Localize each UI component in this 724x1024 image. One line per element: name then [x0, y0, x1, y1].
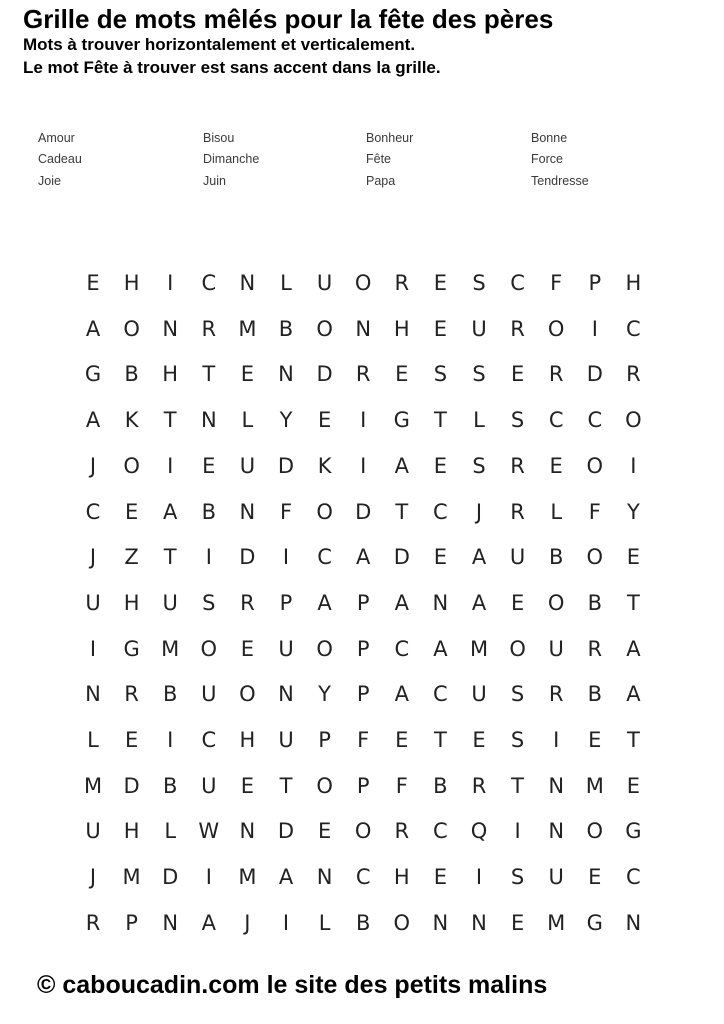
- grid-letter: M: [83, 773, 103, 798]
- grid-letter: R: [124, 682, 139, 707]
- grid-letter: A: [356, 545, 371, 570]
- grid-letter: H: [393, 316, 410, 341]
- grid-letter: C: [355, 865, 371, 890]
- grid-letter: R: [471, 773, 487, 798]
- grid-letter: O: [123, 316, 140, 341]
- grid-letter: G: [625, 819, 642, 844]
- grid-letter: I: [167, 453, 174, 478]
- grid-letter: O: [547, 590, 565, 615]
- grid-letter: I: [360, 453, 367, 478]
- grid-letter: I: [205, 545, 212, 570]
- grid-letter: C: [626, 865, 641, 890]
- grid-letter: R: [240, 590, 255, 615]
- grid-letter: R: [394, 819, 410, 844]
- grid-letter: G: [393, 408, 410, 433]
- grid-letter: A: [278, 865, 294, 890]
- grid-letter: T: [433, 728, 447, 752]
- grid-letter: S: [510, 865, 525, 890]
- grid-letter: D: [393, 545, 410, 570]
- grid-letter: A: [85, 408, 101, 433]
- grid-letter: T: [163, 545, 177, 570]
- grid-letter: F: [395, 773, 408, 798]
- grid-letter: U: [278, 728, 294, 752]
- grid-letter: A: [471, 590, 487, 615]
- grid-letter: N: [200, 408, 217, 433]
- grid-letter: A: [433, 636, 448, 661]
- grid-letter: P: [318, 728, 331, 752]
- grid-letter: O: [239, 682, 256, 707]
- instruction-line: Le mot Fête à trouver est sans accent dans la grille.: [23, 58, 441, 77]
- grid-letter: L: [280, 271, 292, 295]
- grid-letter: R: [201, 316, 217, 341]
- grid-letter: O: [316, 316, 333, 341]
- grid-letter: O: [354, 819, 372, 844]
- grid-letter: I: [89, 636, 97, 661]
- page-title: Grille de mots mêlés pour la fête des pères: [23, 4, 554, 34]
- grid-letter: E: [240, 773, 255, 798]
- grid-letter: R: [355, 362, 371, 387]
- grid-letter: H: [393, 865, 410, 890]
- grid-letter: A: [626, 682, 641, 707]
- grid-letter: O: [586, 819, 604, 844]
- grid-letter: Y: [318, 682, 331, 707]
- grid-letter: S: [510, 408, 525, 433]
- grid-letter: C: [510, 271, 525, 295]
- grid-letter: H: [625, 271, 642, 295]
- grid-letter: M: [122, 865, 141, 890]
- grid-letter: E: [626, 545, 641, 570]
- grid-letter: D: [316, 362, 333, 387]
- grid-letter: E: [588, 728, 602, 752]
- grid-letter: U: [162, 590, 178, 615]
- grid-letter: C: [85, 499, 101, 524]
- grid-letter: M: [469, 636, 489, 661]
- grid-letter: J: [244, 910, 251, 935]
- grid-letter: J: [89, 453, 97, 478]
- grid-letter: U: [278, 636, 294, 661]
- grid-letter: D: [586, 362, 603, 387]
- grid-letter: R: [587, 636, 603, 661]
- grid-letter: H: [123, 819, 140, 844]
- grid-letter: O: [586, 545, 604, 570]
- grid-letter: S: [433, 362, 448, 387]
- grid-letter: I: [553, 728, 560, 752]
- grid-letter: D: [123, 773, 140, 798]
- grid-letter: N: [432, 910, 449, 935]
- word-item: Bonne: [531, 131, 568, 145]
- grid-letter: H: [239, 728, 256, 752]
- grid-letter: O: [123, 453, 140, 478]
- grid-letter: A: [85, 316, 101, 341]
- grid-letter: N: [278, 682, 294, 707]
- grid-letter: S: [202, 590, 216, 615]
- instruction-line: Mots à trouver horizontalement et verticalement.: [23, 35, 416, 54]
- grid-letter: M: [547, 910, 566, 935]
- grid-letter: C: [626, 316, 641, 341]
- grid-letter: T: [395, 499, 409, 524]
- grid-letter: N: [85, 682, 101, 707]
- grid-letter: Z: [124, 545, 139, 570]
- grid-letter: U: [471, 682, 487, 707]
- grid-letter: P: [356, 773, 370, 798]
- word-item: Bisou: [203, 131, 235, 145]
- grid-letter: O: [586, 453, 604, 478]
- grid-letter: N: [548, 819, 565, 844]
- grid-letter: W: [198, 819, 220, 844]
- word-item: Force: [531, 152, 563, 166]
- grid-letter: U: [548, 636, 564, 661]
- grid-letter: N: [471, 910, 487, 935]
- grid-letter: I: [167, 728, 174, 752]
- footer-credit: © caboucadin.com le site des petits malins: [37, 971, 548, 999]
- grid-letter: U: [201, 773, 217, 798]
- grid-letter: L: [550, 499, 563, 524]
- grid-letter: I: [475, 865, 483, 890]
- grid-letter: O: [316, 636, 333, 661]
- grid-letter: C: [201, 728, 217, 752]
- grid-letter: T: [433, 408, 447, 433]
- grid-letter: B: [587, 590, 602, 615]
- grid-letter: U: [85, 819, 101, 844]
- grid-letter: P: [356, 682, 370, 707]
- grid-letter: E: [240, 636, 255, 661]
- grid-letter: L: [318, 910, 331, 935]
- grid-letter: I: [167, 271, 174, 295]
- grid-letter: B: [201, 499, 216, 524]
- grid-letter: O: [316, 773, 333, 798]
- grid-letter: O: [393, 910, 411, 935]
- grid-letter: N: [162, 316, 179, 341]
- grid-letter: D: [239, 545, 256, 570]
- grid-letter: I: [205, 865, 212, 890]
- grid-letter: E: [433, 865, 448, 890]
- grid-letter: I: [282, 910, 290, 935]
- grid-letter: H: [123, 271, 140, 295]
- grid-letter: T: [626, 590, 640, 615]
- grid-letter: C: [433, 499, 448, 524]
- grid-letter: N: [316, 865, 333, 890]
- grid-letter: D: [277, 453, 295, 478]
- grid-letter: B: [162, 773, 178, 798]
- grid-letter: R: [394, 271, 410, 295]
- grid-letter: C: [394, 636, 410, 661]
- grid-letter: L: [241, 408, 254, 433]
- grid-letter: R: [548, 362, 564, 387]
- grid-letter: K: [124, 408, 139, 433]
- grid-letter: E: [433, 316, 448, 341]
- grid-letter: P: [356, 636, 370, 661]
- grid-letter: F: [550, 271, 563, 295]
- grid-letter: C: [317, 545, 332, 570]
- grid-letter: R: [85, 910, 101, 935]
- grid-letter: L: [164, 819, 177, 844]
- grid-letter: Y: [626, 499, 640, 524]
- grid-letter: R: [510, 453, 525, 478]
- grid-letter: N: [278, 362, 294, 387]
- grid-letter: S: [510, 682, 525, 707]
- word-item: Amour: [38, 131, 75, 145]
- grid-letter: O: [509, 636, 526, 661]
- grid-letter: I: [360, 408, 367, 433]
- grid-letter: C: [548, 408, 564, 433]
- grid-letter: N: [625, 910, 642, 935]
- grid-letter: B: [162, 682, 178, 707]
- grid-letter: O: [354, 271, 372, 295]
- grid-letter: N: [432, 590, 449, 615]
- word-item: Cadeau: [38, 152, 82, 166]
- grid-letter: N: [355, 316, 372, 341]
- grid-letter: Y: [279, 408, 293, 433]
- grid-letter: T: [163, 408, 177, 433]
- grid-letter: O: [547, 316, 565, 341]
- grid-letter: D: [277, 819, 295, 844]
- grid-letter: M: [238, 316, 257, 341]
- grid-letter: O: [625, 408, 642, 433]
- grid-letter: B: [587, 682, 602, 707]
- grid-letter: T: [511, 773, 524, 798]
- grid-letter: E: [124, 499, 139, 524]
- grid-letter: K: [317, 453, 332, 478]
- grid-letter: F: [588, 499, 601, 524]
- grid-letter: I: [591, 316, 598, 341]
- grid-letter: U: [201, 682, 217, 707]
- grid-letter: A: [394, 453, 409, 478]
- word-item: Papa: [366, 174, 396, 188]
- grid-letter: A: [317, 590, 332, 615]
- grid-letter: U: [239, 453, 256, 478]
- grid-letter: E: [202, 453, 216, 478]
- grid-letter: G: [84, 362, 102, 387]
- grid-letter: S: [510, 728, 525, 752]
- grid-letter: M: [161, 636, 180, 661]
- grid-letter: Q: [470, 819, 488, 844]
- grid-letter: R: [626, 362, 641, 387]
- grid-letter: E: [549, 453, 563, 478]
- word-item: Juin: [203, 174, 226, 188]
- grid-letter: E: [510, 590, 525, 615]
- grid-letter: F: [357, 728, 370, 752]
- grid-letter: E: [86, 271, 100, 295]
- grid-letter: J: [89, 865, 97, 890]
- grid-letter: E: [510, 362, 525, 387]
- grid-letter: U: [471, 316, 487, 341]
- grid-letter: C: [587, 408, 603, 433]
- grid-letter: P: [125, 910, 138, 935]
- grid-letter: U: [316, 271, 333, 295]
- grid-letter: I: [282, 545, 290, 570]
- grid-letter: E: [626, 773, 641, 798]
- grid-letter: O: [316, 499, 333, 524]
- grid-letter: E: [395, 728, 409, 752]
- grid-letter: P: [279, 590, 293, 615]
- grid-letter: E: [588, 865, 602, 890]
- grid-letter: E: [395, 362, 409, 387]
- grid-letter: U: [85, 590, 101, 615]
- grid-letter: A: [201, 910, 216, 935]
- grid-letter: L: [473, 408, 485, 433]
- grid-letter: T: [202, 362, 216, 387]
- grid-letter: R: [510, 316, 525, 341]
- grid-letter: B: [278, 316, 294, 341]
- grid-letter: S: [472, 271, 486, 295]
- grid-letter: G: [123, 636, 140, 661]
- grid-letter: F: [279, 499, 293, 524]
- grid-letter: H: [162, 362, 179, 387]
- word-item: Fête: [366, 152, 392, 166]
- grid-letter: A: [163, 499, 178, 524]
- grid-letter: E: [124, 728, 139, 752]
- word-item: Bonheur: [366, 131, 414, 145]
- grid-letter: I: [630, 453, 637, 478]
- grid-letter: E: [317, 408, 332, 433]
- grid-letter: E: [510, 910, 525, 935]
- grid-letter: C: [433, 682, 448, 707]
- grid-letter: D: [355, 499, 372, 524]
- grid-letter: N: [162, 910, 179, 935]
- grid-letter: T: [626, 728, 640, 752]
- grid-letter: D: [162, 865, 179, 890]
- grid-letter: N: [548, 773, 565, 798]
- grid-letter: R: [548, 682, 564, 707]
- grid-letter: E: [433, 271, 448, 295]
- grid-letter: E: [240, 362, 255, 387]
- grid-letter: C: [433, 819, 448, 844]
- grid-letter: C: [201, 271, 217, 295]
- grid-letter: A: [471, 545, 487, 570]
- grid-letter: J: [89, 545, 97, 570]
- word-item: Dimanche: [203, 152, 260, 166]
- grid-letter: P: [356, 590, 370, 615]
- grid-letter: N: [239, 271, 256, 295]
- grid-letter: O: [200, 636, 218, 661]
- grid-letter: A: [626, 636, 641, 661]
- grid-letter: E: [433, 453, 448, 478]
- grid-letter: R: [510, 499, 525, 524]
- grid-letter: H: [123, 590, 140, 615]
- grid-letter: U: [548, 865, 564, 890]
- grid-letter: B: [433, 773, 448, 798]
- grid-letter: E: [472, 728, 486, 752]
- grid-letter: N: [239, 819, 256, 844]
- grid-letter: U: [509, 545, 526, 570]
- grid-letter: S: [472, 362, 486, 387]
- grid-letter: B: [355, 910, 371, 935]
- grid-letter: T: [279, 773, 293, 798]
- grid-letter: B: [548, 545, 564, 570]
- grid-letter: P: [588, 271, 602, 295]
- grid-letter: J: [475, 499, 483, 524]
- grid-letter: A: [394, 682, 409, 707]
- grid-letter: E: [433, 545, 448, 570]
- grid-letter: M: [585, 773, 604, 798]
- word-item: Joie: [38, 174, 61, 188]
- grid-letter: L: [87, 728, 99, 752]
- grid-letter: S: [472, 453, 486, 478]
- grid-letter: G: [586, 910, 603, 935]
- word-item: Tendresse: [531, 174, 589, 188]
- grid-letter: E: [317, 819, 332, 844]
- grid-letter: I: [514, 819, 521, 844]
- grid-letter: B: [124, 362, 139, 387]
- grid-letter: A: [394, 590, 409, 615]
- grid-letter: N: [239, 499, 256, 524]
- grid-letter: M: [238, 865, 257, 890]
